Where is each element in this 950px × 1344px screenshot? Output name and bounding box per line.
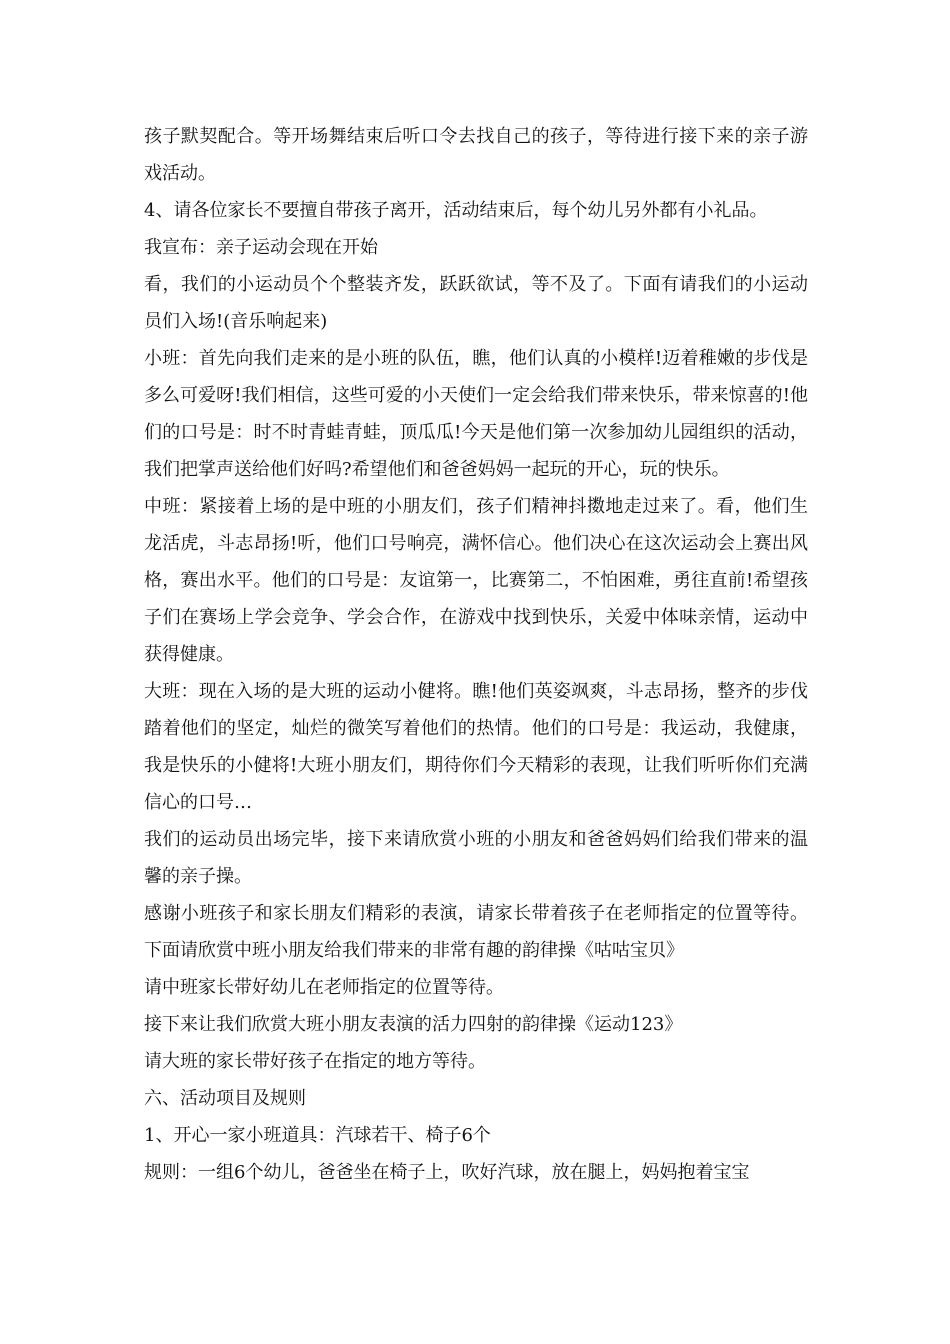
- paragraph-athletes-entrance: 看，我们的小运动员个个整装齐发，跃跃欲试，等不及了。下面有请我们的小运动员们入场!(音乐响起来): [144, 274, 808, 332]
- paragraph-middle-class: 中班：紧接着上场的是中班的小朋友们，孩子们精神抖擞地走过来了。看，他们生龙活虎，斗志昂扬!听，他们口号响亮，满怀信心。他们决心在这次运动会上赛出风格，赛出水平。他们的口号是：友谊第一，比赛第二，不怕困难，勇往直前!希望孩子们在赛场上学会竞争、学会合作，在游戏中找到快乐，关爱中体味亲情，运动中获得健康。: [144, 496, 808, 665]
- paragraph-announcement: 我宣布：亲子运动会现在开始: [144, 237, 378, 258]
- document-body: [144, 118, 808, 1191]
- paragraph-rule-4: 4、请各位家长不要擅自带孩子离开，活动结束后，每个幼儿另外都有小礼品。: [144, 200, 768, 221]
- paragraph-big-class: 大班：现在入场的是大班的运动小健将。瞧!他们英姿飒爽，斗志昂扬，整齐的步伐踏着他们的坚定，灿烂的微笑写着他们的热情。他们的口号是：我运动，我健康，我是快乐的小健将!大班小朋友们，期待你们今天精彩的表现，让我们听听你们充满信心的口号…: [144, 681, 808, 813]
- section-heading-activities: 六、活动项目及规则: [144, 1088, 306, 1109]
- paragraph-activity-1-rules: 规则：一组6个幼儿，爸爸坐在椅子上，吹好汽球，放在腿上，妈妈抱着宝宝: [144, 1162, 750, 1183]
- paragraph-thanks-small-class: 感谢小班孩子和家长朋友们精彩的表演，请家长带着孩子在老师指定的位置等待。下面请欣赏中班小朋友给我们带来的非常有趣的韵律操《咕咕宝贝》: [144, 903, 808, 961]
- paragraph-big-class-performance: 接下来让我们欣赏大班小朋友表演的活力四射的韵律操《运动123》: [144, 1014, 683, 1035]
- paragraph-activity-1: 1、开心一家小班道具：汽球若干、椅子6个: [144, 1125, 491, 1146]
- paragraph-big-class-wait: 请大班的家长带好孩子在指定的地方等待。: [144, 1051, 486, 1072]
- paragraph-small-class: 小班：首先向我们走来的是小班的队伍，瞧，他们认真的小模样!迈着稚嫩的步伐是多么可爱呀!我们相信，这些可爱的小天使们一定会给我们带来快乐，带来惊喜的!他们的口号是：时不时青蛙青蛙，顶瓜瓜!今天是他们第一次参加幼儿园组织的活动，我们把掌声送给他们好吗?希望他们和爸爸妈妈一起玩的开心，玩的快乐。: [144, 348, 808, 480]
- paragraph-middle-class-wait: 请中班家长带好幼儿在老师指定的位置等待。: [144, 977, 504, 998]
- paragraph-opening-dance: 孩子默契配合。等开场舞结束后听口令去找自己的孩子，等待进行接下来的亲子游戏活动。: [144, 126, 808, 184]
- paragraph-parent-child-exercise: 我们的运动员出场完毕，接下来请欣赏小班的小朋友和爸爸妈妈们给我们带来的温馨的亲子操。: [144, 829, 808, 887]
